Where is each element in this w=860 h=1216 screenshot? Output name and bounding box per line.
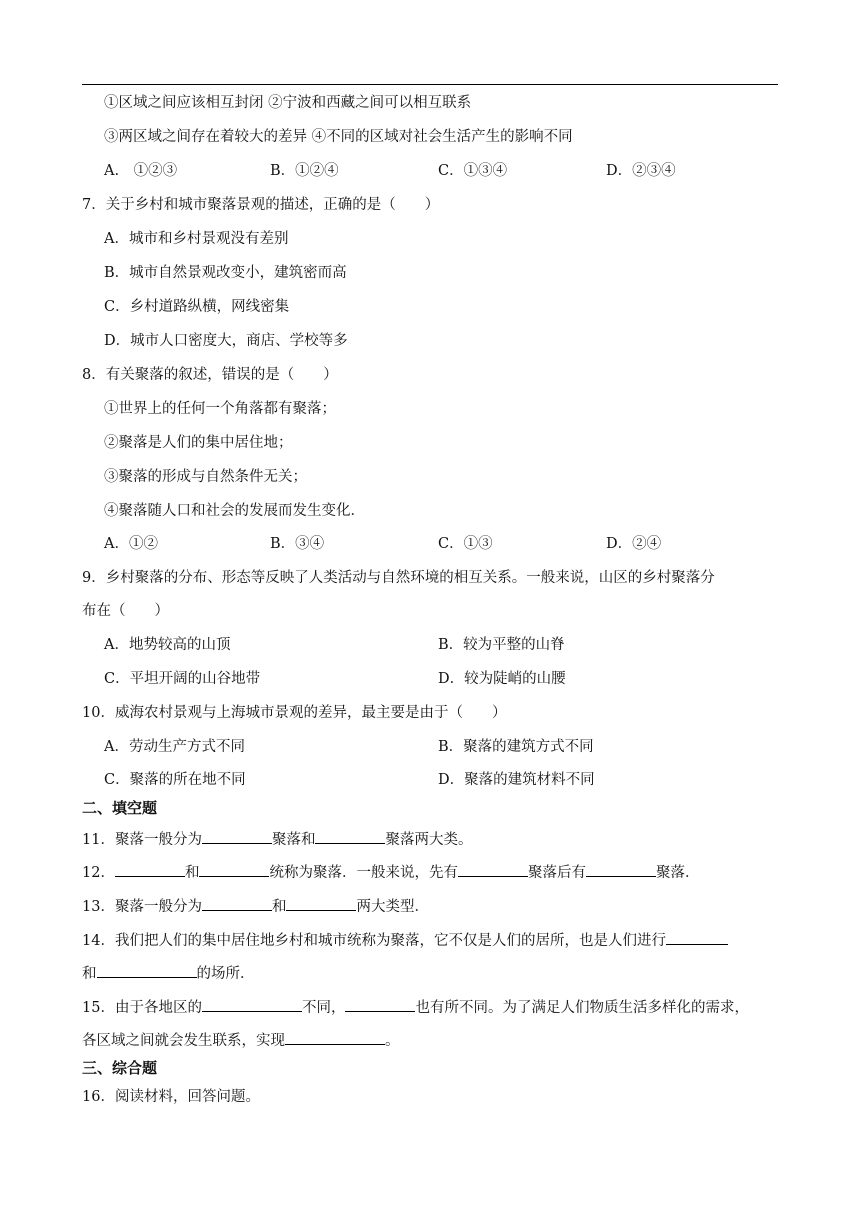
q14-text-1: 14．我们把人们的集中居住地乡村和城市统称为聚落，它不仅是人们的居所，也是人们进行 xyxy=(82,933,666,949)
q15-line2 xyxy=(82,1029,400,1051)
q12-text-3: 统称为聚落．一般来说，先有 xyxy=(269,865,458,881)
q15-text-2: 不同， xyxy=(301,1000,346,1016)
section-heading-comprehensive: 三、综合题 xyxy=(82,1059,158,1077)
q11-text-3: 聚落两大类。 xyxy=(385,832,473,848)
q14-line2 xyxy=(82,962,255,984)
q8-statement-1: ①世界上的任何一个角落都有聚落； xyxy=(104,401,336,417)
q15-line1 xyxy=(82,996,749,1018)
q8-stem: 8．有关聚落的叙述，错误的是（ ） xyxy=(82,367,338,383)
q9-stem-line1: 9．乡村聚落的分布、形态等反映了人类活动与自然环境的相互关系。一般来说，山区的乡村聚落分 xyxy=(82,570,715,586)
q15-text-3: 也有所不同。为了满足人们物质生活多样化的需求， xyxy=(415,1000,749,1016)
q7-stem: 7．关于乡村和城市聚落景观的描述，正确的是（ ） xyxy=(82,197,440,213)
q12 xyxy=(82,861,699,883)
q10-stem: 10．威海农村景观与上海城市景观的差异，最主要是由于（ ） xyxy=(82,705,507,721)
q14-blank-2[interactable] xyxy=(97,962,197,978)
q11-blank-2[interactable] xyxy=(315,828,385,844)
q7-option-c[interactable]: C．乡村道路纵横，网线密集 xyxy=(104,299,290,315)
q8-option-d[interactable]: D．②④ xyxy=(606,536,662,552)
q6-statements-row1: ①区域之间应该相互封闭 ②宁波和西藏之间可以相互联系 xyxy=(104,95,472,111)
q14-text-3: 的场所． xyxy=(196,966,255,982)
q9-stem-line2: 布在（ ） xyxy=(82,603,169,619)
q13-blank-2[interactable] xyxy=(286,895,356,911)
q12-blank-1[interactable] xyxy=(115,861,185,877)
q14-text-2: 和 xyxy=(82,966,97,982)
q7-option-d[interactable]: D．城市人口密度大，商店、学校等多 xyxy=(104,333,348,349)
q6-option-d[interactable]: D．②③④ xyxy=(606,163,676,179)
q10-option-c[interactable]: C．聚落的所在地不同 xyxy=(104,772,246,788)
q12-text-1: 12． xyxy=(82,865,115,881)
q11-blank-1[interactable] xyxy=(202,828,272,844)
q12-blank-4[interactable] xyxy=(586,861,656,877)
section-heading-fill-in: 二、填空题 xyxy=(82,799,158,817)
q12-text-4: 聚落后有 xyxy=(527,865,586,881)
q10-option-a[interactable]: A．劳动生产方式不同 xyxy=(104,739,245,755)
q7-option-b[interactable]: B．城市自然景观改变小，建筑密而高 xyxy=(104,265,347,281)
q13 xyxy=(82,895,429,917)
q11 xyxy=(82,828,472,850)
q8-option-c[interactable]: C．①③ xyxy=(438,536,493,552)
q11-text-2: 聚落和 xyxy=(271,832,316,848)
q15-text-5: 。 xyxy=(385,1033,400,1049)
q12-text-2: 和 xyxy=(184,865,200,881)
q9-option-b[interactable]: B．较为平整的山脊 xyxy=(438,637,565,653)
q16-stem: 16．阅读材料，回答问题。 xyxy=(82,1089,260,1105)
q8-statement-4: ④聚落随人口和社会的发展而发生变化． xyxy=(104,503,365,519)
q8-option-a[interactable]: A．①② xyxy=(104,536,158,552)
q9-option-a[interactable]: A．地势较高的山顶 xyxy=(104,637,231,653)
q10-option-d[interactable]: D．聚落的建筑材料不同 xyxy=(438,772,595,788)
q9-option-d[interactable]: D．较为陡峭的山腰 xyxy=(438,671,566,687)
q6-option-b[interactable]: B．①②④ xyxy=(270,163,339,179)
q8-option-b[interactable]: B．③④ xyxy=(270,536,325,552)
q15-text-1: 15．由于各地区的 xyxy=(82,1000,202,1016)
q7-option-a[interactable]: A．城市和乡村景观没有差别 xyxy=(104,231,289,247)
q15-blank-1[interactable] xyxy=(202,996,302,1012)
q8-statement-2: ②聚落是人们的集中居住地； xyxy=(104,435,293,451)
q13-text-1: 13．聚落一般分为 xyxy=(82,899,202,915)
q8-statement-3: ③聚落的形成与自然条件无关； xyxy=(104,469,307,485)
q14-blank-1[interactable] xyxy=(666,929,728,945)
q13-text-2: 和 xyxy=(271,899,287,915)
q6-option-a[interactable]: A. ①②③ xyxy=(104,163,178,179)
q15-blank-2[interactable] xyxy=(345,996,415,1012)
q12-blank-3[interactable] xyxy=(458,861,528,877)
q14-line1 xyxy=(82,929,728,951)
q13-blank-1[interactable] xyxy=(202,895,272,911)
q13-text-3: 两大类型． xyxy=(356,899,429,915)
q15-blank-3[interactable] xyxy=(285,1029,385,1045)
top-rule xyxy=(82,84,778,85)
q6-statements-row2: ③两区域之间存在着较大的差异 ④不同的区域对社会生活产生的影响不同 xyxy=(104,129,573,145)
q10-option-b[interactable]: B．聚落的建筑方式不同 xyxy=(438,739,594,755)
q15-text-4: 各区域之间就会发生联系，实现 xyxy=(82,1033,285,1049)
q12-blank-2[interactable] xyxy=(199,861,269,877)
q9-option-c[interactable]: C．平坦开阔的山谷地带 xyxy=(104,671,261,687)
q11-text-1: 11．聚落一般分为 xyxy=(82,832,202,848)
q12-text-5: 聚落． xyxy=(655,865,700,881)
q6-option-c[interactable]: C．①③④ xyxy=(438,163,508,179)
